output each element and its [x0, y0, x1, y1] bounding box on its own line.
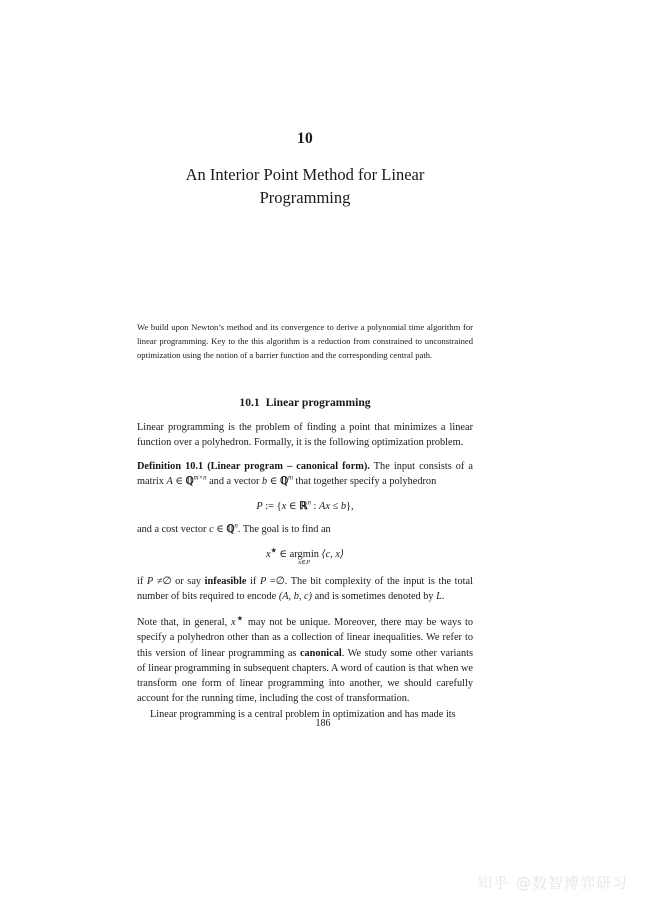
note-text-1: Note that, in general, [137, 617, 228, 629]
math-vector-b-dim: m [288, 474, 293, 482]
math-equals: = [269, 575, 276, 587]
math-empty-set: ∅ [162, 575, 172, 587]
math-vector-b: b [262, 476, 268, 488]
cost-vector-text-2: . The goal is to find an [237, 524, 331, 536]
paragraph-intro: Linear programming is the problem of finding a point that minimizes a linear function over a polyhedron. Formally, it is the following optimization problem. [137, 421, 473, 449]
chapter-title [137, 163, 473, 210]
math-optimum-var-2: x [231, 617, 236, 629]
feasibility-text-5: and is sometimes denoted by [314, 591, 434, 602]
feasibility-text-1: if [137, 575, 144, 587]
math-not-equal: ≠ [156, 575, 163, 587]
watermark [477, 872, 628, 893]
note-text-3: . We study some other variants of linear programming in subsequent chapters. A word of caution is that when we transform one form of linear programming into another, we should carefully account for the running time, including the cost of transformation. [137, 647, 473, 705]
math-optimum-var: x [265, 549, 271, 561]
math-reals-symbol: ℝ [299, 500, 308, 512]
watermark-logo: 知乎 [476, 874, 509, 892]
math-member-symbol-4: ∈ [216, 524, 224, 536]
section-title: Linear programming [265, 395, 371, 409]
math-member-symbol-5: ∈ [279, 549, 288, 561]
math-polyhedron-var-2: P [146, 575, 154, 587]
math-member-symbol: ∈ [175, 476, 183, 488]
cost-vector-text-1: and a cost vector [137, 524, 207, 536]
math-member-symbol-3: ∈ [288, 500, 297, 512]
feasibility-text-3: if [250, 575, 257, 587]
math-rationals-symbol-3: ℚ [226, 524, 235, 536]
math-matrix-dims: m×n [193, 474, 207, 482]
paragraph-note [137, 615, 473, 706]
math-polyhedron-var-3: P [259, 575, 267, 587]
chapter-abstract: We build upon Newton’s method and its convergence to derive a polynomial time algorithm for linear programming. Key to the this algorithm is a reduction from constrained to unconstrained optimization using the notion of a barrier function and the corresponding central path. [137, 321, 473, 360]
feasibility-text-4: . The bit complexity of the input is the total number of bits required to encode [137, 575, 473, 602]
definition-label: Definition 10.1 [137, 461, 204, 473]
math-argmin-operator [289, 548, 319, 566]
section-number: 10.1 [239, 395, 260, 409]
paragraph-feasibility: if P ≠∅ or say infeasible if P =∅. The bit complexity of the input is the total number of bits required to encode (A, b, c) and is sometimes denoted by L. [137, 575, 473, 602]
note-bold-term: canonical [299, 647, 342, 659]
math-argmin-subscript: x∈P [298, 558, 311, 566]
equation-argmin [137, 547, 473, 566]
math-set-open: { [276, 500, 282, 512]
math-elem-x: x [281, 500, 287, 512]
definition-body-1: The input consists of a matrix [137, 461, 473, 488]
chapter-number: 10 [296, 130, 314, 147]
math-rationals-symbol: ℚ [185, 476, 194, 488]
watermark-handle: @数智博弈研习 [515, 874, 628, 892]
paragraph-closing: Linear programming is a central problem in optimization and has made its [150, 709, 456, 721]
equation-polyhedron [137, 500, 473, 514]
math-rationals-symbol-2: ℚ [279, 476, 289, 488]
math-cost-dim: n [234, 522, 238, 530]
note-text-2: may not be unique. Moreover, there may be ways to specify a polyhedron other than as a collection of linear inequalities. We refer to this version of linear programming as [137, 617, 473, 659]
math-constraint: Ax ≤ b [318, 500, 347, 512]
feasibility-text-2: or say [175, 575, 202, 587]
chapter-title-line-2: Programming [259, 188, 351, 208]
definition-body-2: and a vector [209, 476, 260, 488]
math-colon: : [313, 500, 317, 512]
math-comma: , [351, 500, 354, 512]
math-assign-symbol: := [265, 500, 275, 512]
math-empty-set-2: ∅ [275, 575, 285, 587]
math-argmin-label: argmin [289, 549, 319, 561]
definition-title: (Linear program – canonical form). [207, 461, 370, 473]
math-matrix-var: A [166, 476, 173, 488]
math-polyhedron-var: P [256, 500, 263, 512]
page-number: 186 [315, 718, 331, 729]
math-member-symbol-2: ∈ [269, 476, 278, 488]
math-cost-c: c [209, 524, 214, 536]
math-set-close: } [346, 500, 352, 512]
math-star-superscript: ★ [270, 547, 277, 555]
feasibility-bold-term: infeasible [204, 575, 247, 587]
definition-body-3: that together specify a polyhedron [295, 476, 437, 488]
chapter-title-line-1: An Interior Point Method for Linear [185, 165, 425, 184]
math-encode-tuple: (A, b, c) [278, 591, 312, 602]
math-dim-n: n [307, 499, 311, 507]
math-bit-complexity: L [436, 591, 442, 602]
paragraph-cost-vector [137, 522, 473, 537]
section-heading [137, 396, 473, 409]
math-star-superscript-2: ★ [235, 615, 245, 623]
text-column [137, 130, 473, 723]
paragraph-definition [137, 459, 473, 489]
math-inner-product: ⟨c, x⟩ [321, 549, 345, 561]
